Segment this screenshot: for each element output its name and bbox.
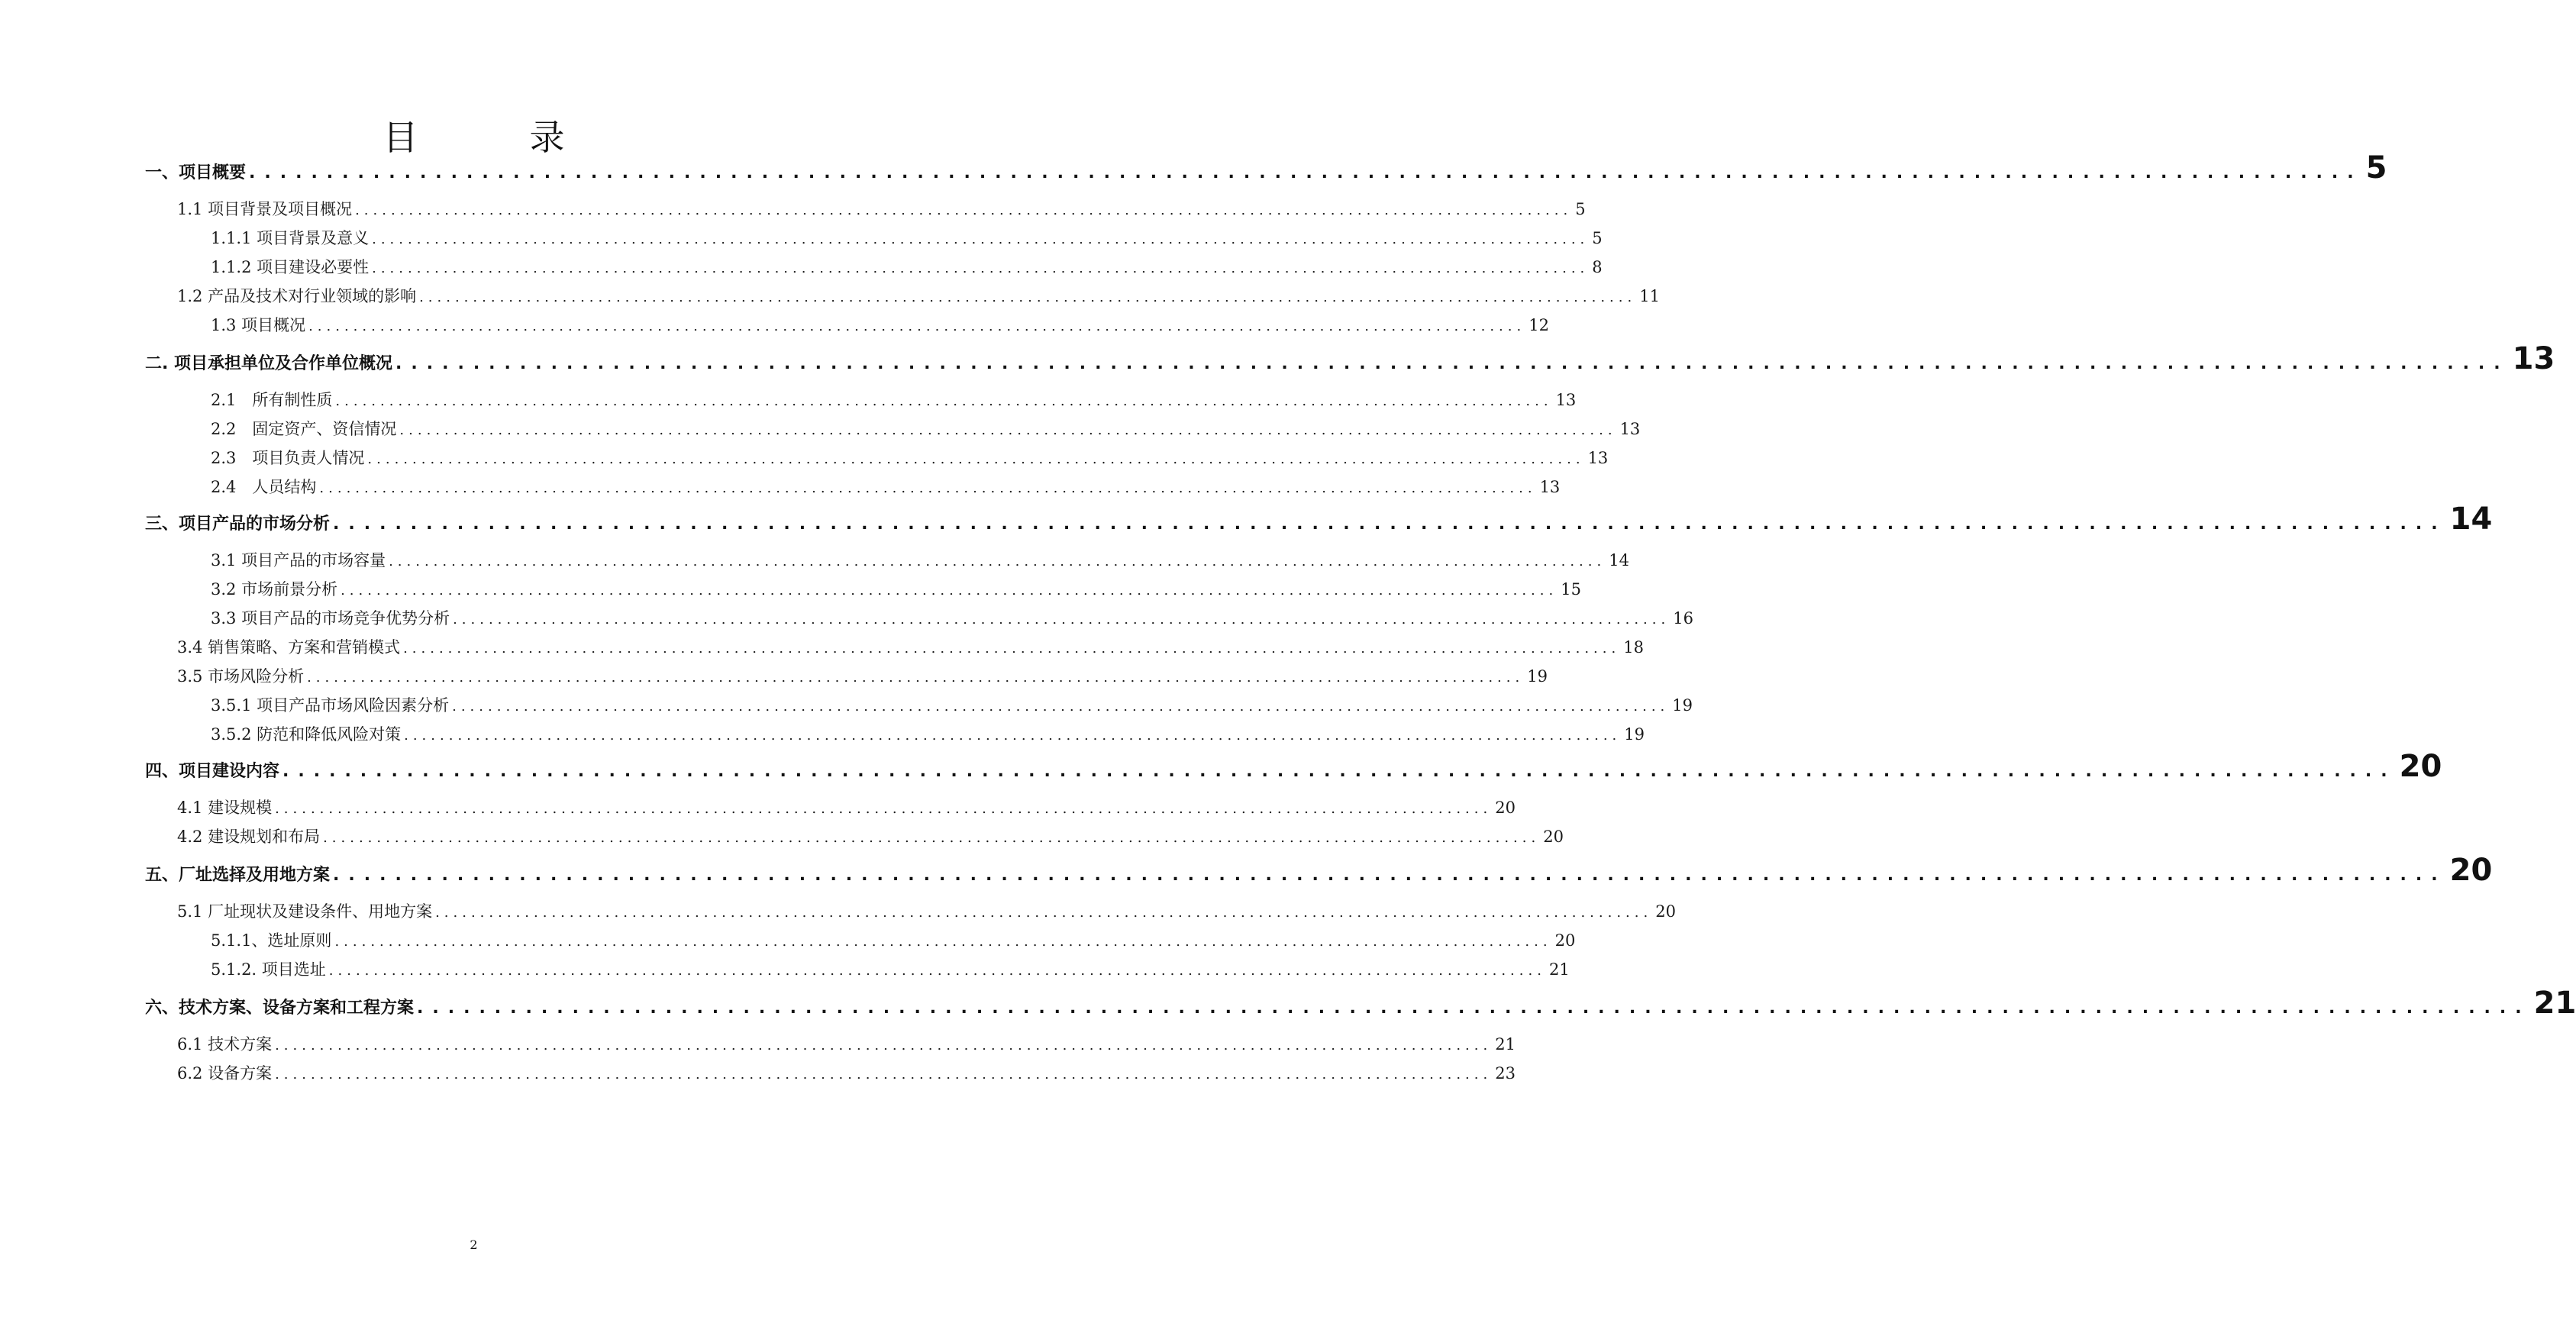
- toc-entry-section[interactable]: [177, 197, 1586, 220]
- toc-entry-label: 2.3 项目负责人情况: [211, 449, 365, 467]
- dot-leader: ........................................................................................................................................: [399, 422, 1617, 438]
- dot-leader: ........................................................................................................................................: [333, 515, 2447, 534]
- toc-entry-page: 12: [1528, 316, 1549, 334]
- toc-entry-page: 13: [1555, 391, 1577, 409]
- toc-entry-label: 5.1 厂址现状及建设条件、用地方案: [177, 902, 433, 921]
- toc-entry-page: 13: [2512, 341, 2555, 376]
- dot-leader: ........................................................................................................................................: [395, 354, 2510, 373]
- toc-entry-label: 1.1.2 项目建设必要性: [211, 258, 370, 276]
- toc-entry-chapter[interactable]: [145, 502, 2493, 537]
- page-number: 2: [470, 1237, 478, 1252]
- dot-leader: ........................................................................................................................................: [372, 231, 1590, 247]
- toc-entry-subsection[interactable]: [211, 446, 1609, 469]
- toc-entry-subsection[interactable]: [211, 928, 1576, 951]
- dot-leader: ........................................................................................................................................: [372, 260, 1590, 276]
- toc-entry-chapter[interactable]: [145, 853, 2493, 888]
- dot-leader: ........................................................................................................................................: [453, 611, 1671, 628]
- dot-leader: ........................................................................................................................................: [341, 582, 1558, 599]
- toc-entry-label: 3.5 市场风险分析: [177, 667, 305, 686]
- toc-entry-label: 3.5.1 项目产品市场风险因素分析: [211, 696, 450, 715]
- toc-entry-page: 19: [1624, 725, 1645, 744]
- toc-entry-label: 六、技术方案、设备方案和工程方案: [145, 999, 415, 1018]
- toc-entry-page: 21: [1548, 960, 1570, 979]
- toc-entry-page: 13: [1619, 420, 1641, 438]
- toc-entry-label: 1.1 项目背景及项目概况: [177, 200, 353, 218]
- toc-entry-page: 20: [2449, 853, 2493, 888]
- toc-entry-section[interactable]: [177, 635, 1644, 658]
- toc-entry-label: 二. 项目承担单位及合作单位概况: [145, 354, 393, 373]
- toc-entry-page: 14: [2449, 502, 2493, 537]
- toc-entry-label: 3.4 销售策略、方案和营销模式: [177, 638, 401, 657]
- toc-entry-section[interactable]: [177, 284, 1660, 307]
- toc-entry-page: 5: [2365, 150, 2387, 186]
- dot-leader: ........................................................................................................................................: [307, 670, 1525, 686]
- dot-leader: ........................................................................................................................................: [275, 801, 1493, 817]
- toc-entry-page: 21: [1495, 1035, 1516, 1053]
- toc-entry-page: 11: [1639, 287, 1660, 305]
- toc-entry-label: 一、项目概要: [145, 163, 247, 182]
- toc-entry-page: 13: [1587, 449, 1609, 467]
- dot-leader: ........................................................................................................................................: [403, 640, 1621, 657]
- toc-entry-chapter[interactable]: [145, 150, 2387, 186]
- toc-entry-subsection[interactable]: [211, 417, 1641, 440]
- toc-entry-subsection[interactable]: [211, 226, 1603, 249]
- toc-entry-subsection[interactable]: [211, 388, 1577, 411]
- toc-entry-subsection[interactable]: [211, 722, 1645, 745]
- toc-entry-label: 6.2 设备方案: [177, 1064, 273, 1082]
- toc-entry-page: 20: [1655, 902, 1676, 921]
- toc-entry-label: 3.5.2 防范和降低风险对策: [211, 725, 402, 744]
- toc-entry-page: 21: [2533, 986, 2576, 1021]
- dot-leader: ........................................................................................................................................: [275, 1066, 1493, 1082]
- toc-entry-label: 5.1.1、选址原则: [211, 931, 332, 950]
- toc-entry-chapter[interactable]: [145, 341, 2555, 376]
- dot-leader: ........................................................................................................................................: [275, 1037, 1493, 1053]
- toc-entry-label: 2.1 所有制性质: [211, 391, 333, 409]
- toc-entry-chapter[interactable]: [145, 749, 2442, 784]
- toc-entry-page: 15: [1561, 580, 1581, 599]
- toc-entry-page: 20: [1495, 799, 1516, 817]
- toc-entry-subsection[interactable]: [211, 548, 1629, 571]
- toc-entry-label: 2.2 固定资产、资信情况: [211, 420, 397, 438]
- dot-leader: ........................................................................................................................................: [333, 866, 2447, 885]
- dot-leader: ........................................................................................................................................: [419, 289, 1637, 305]
- toc-entry-subsection[interactable]: [211, 475, 1561, 498]
- toc-entry-label: 4.1 建设规模: [177, 799, 273, 817]
- toc-entry-label: 2.4 人员结构: [211, 478, 317, 496]
- toc-entry-page: 13: [1539, 478, 1561, 496]
- dot-leader: ........................................................................................................................................: [282, 762, 2397, 781]
- dot-leader: ........................................................................................................................................: [417, 999, 2531, 1018]
- toc-entry-label: 4.2 建设规划和布局: [177, 828, 321, 846]
- toc-entry-label: 四、项目建设内容: [145, 762, 280, 781]
- toc-entry-label: 5.1.2. 项目选址: [211, 960, 326, 979]
- toc-entry-section[interactable]: [177, 899, 1676, 922]
- dot-leader: ........................................................................................................................................: [335, 393, 1553, 409]
- dot-leader: ........................................................................................................................................: [323, 830, 1541, 846]
- toc-entry-page: 14: [1609, 551, 1629, 569]
- toc-entry-section[interactable]: [177, 1061, 1516, 1084]
- toc-entry-section[interactable]: [177, 664, 1548, 687]
- dot-leader: ........................................................................................................................................: [452, 699, 1670, 715]
- toc-entry-section[interactable]: [177, 1032, 1516, 1055]
- toc-entry-page: 19: [1672, 696, 1693, 715]
- dot-leader: ........................................................................................................................................: [334, 934, 1552, 950]
- toc-entry-subsection[interactable]: [211, 693, 1693, 716]
- toc-entry-page: 5: [1575, 200, 1586, 218]
- toc-title: 目 录: [383, 117, 603, 158]
- toc-entry-section[interactable]: [177, 824, 1564, 847]
- toc-entry-section[interactable]: [177, 795, 1516, 818]
- dot-leader: ........................................................................................................................................: [435, 905, 1653, 921]
- toc-entry-label: 6.1 技术方案: [177, 1035, 273, 1053]
- dot-leader: ........................................................................................................................................: [355, 202, 1573, 218]
- toc-entry-label: 1.3 项目概况: [211, 316, 306, 334]
- toc-entry-page: 19: [1527, 667, 1548, 686]
- toc-entry-label: 3.2 市场前景分析: [211, 580, 338, 599]
- toc-entry-label: 3.1 项目产品的市场容量: [211, 551, 386, 569]
- toc-entry-subsection[interactable]: [211, 255, 1603, 278]
- toc-entry-page: 8: [1592, 258, 1603, 276]
- toc-entry-chapter[interactable]: [145, 986, 2576, 1021]
- toc-entry-label: 五、厂址选择及用地方案: [145, 866, 331, 885]
- toc-entry-subsection[interactable]: [211, 606, 1693, 629]
- toc-entry-subsection[interactable]: [211, 577, 1581, 600]
- dot-leader: ........................................................................................................................................: [389, 553, 1606, 569]
- toc-entry-page: 5: [1592, 229, 1603, 247]
- toc-entry-subsection[interactable]: [211, 313, 1549, 336]
- toc-entry-page: 18: [1623, 638, 1644, 657]
- toc-entry-page: 20: [2399, 749, 2442, 784]
- dot-leader: ........................................................................................................................................: [249, 163, 2363, 182]
- dot-leader: ........................................................................................................................................: [367, 451, 1585, 467]
- toc-entry-label: 3.3 项目产品的市场竞争优势分析: [211, 609, 450, 628]
- toc-entry-label: 1.2 产品及技术对行业领域的影响: [177, 287, 417, 305]
- toc-entry-page: 20: [1554, 931, 1576, 950]
- dot-leader: ........................................................................................................................................: [308, 318, 1526, 334]
- dot-leader: ........................................................................................................................................: [404, 728, 1622, 744]
- toc-entry-label: 1.1.1 项目背景及意义: [211, 229, 370, 247]
- dot-leader: ........................................................................................................................................: [328, 963, 1546, 979]
- toc-entry-label: 三、项目产品的市场分析: [145, 515, 331, 534]
- dot-leader: ........................................................................................................................................: [319, 480, 1537, 496]
- toc-entry-page: 20: [1543, 828, 1564, 846]
- toc-entry-subsection[interactable]: [211, 957, 1570, 980]
- toc-entry-page: 16: [1673, 609, 1693, 628]
- toc-entry-page: 23: [1495, 1064, 1516, 1082]
